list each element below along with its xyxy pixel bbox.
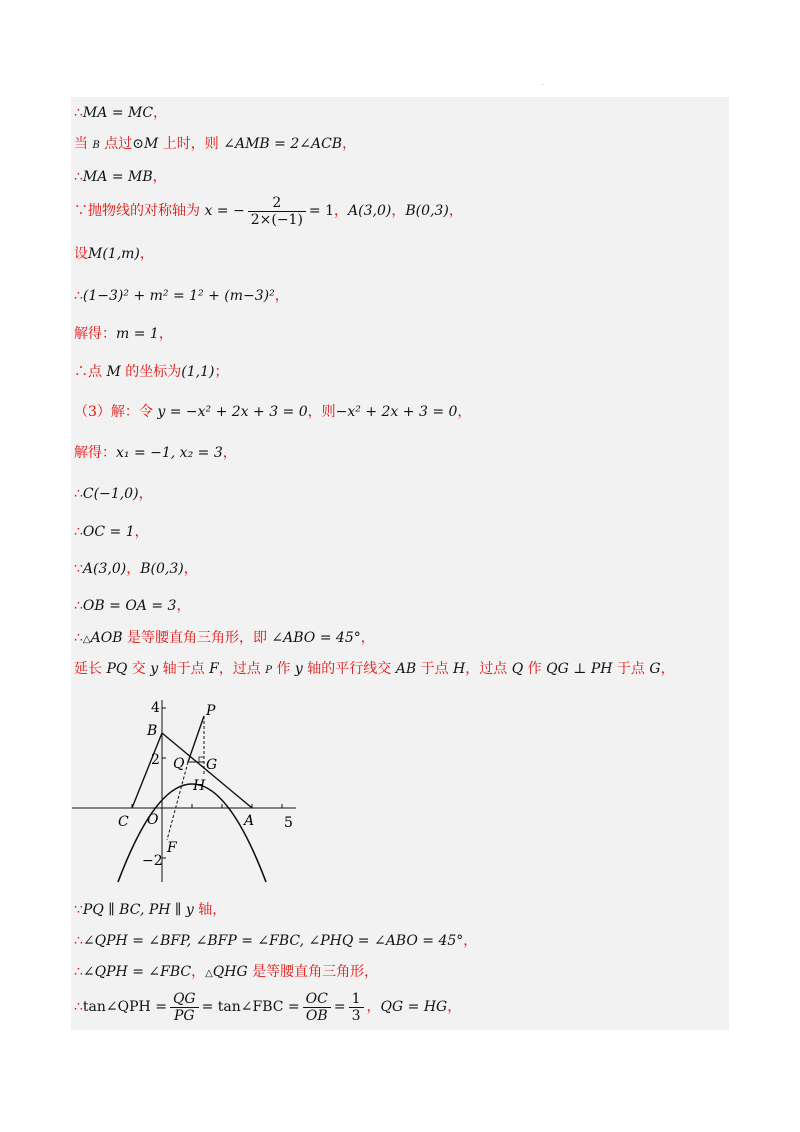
line-4: ∵抛物线的对称轴为 x = − $\frac{2}{2\times(-1)}$ = 1，A(3,0)，B(0,3)， [74,194,463,228]
segment-qf [167,762,188,840]
line-13: ∵A(3,0)，B(0,3)， [74,561,198,577]
line-17: ∵PQ ∥ BC, PH ∥ y 轴， [74,902,227,918]
tick-label-2: 2 [151,752,160,768]
fraction: $\frac{2}{2\times(-1)}$ [248,195,306,228]
line-20: ∴tan∠QPH = $\frac{QG}{PG}$ = tan∠FBC = $\frac{OC}{OB}$ = $\frac{1}{3}$ ，QG = HG， [74,990,462,1024]
fraction: $\frac{OC}{OB}$ [303,991,331,1024]
line-14: ∴OB = OA = 3， [74,598,191,614]
fraction: $\frac{QG}{PG}$ [170,991,199,1024]
line-16: 延长 PQ 交 y 轴于点 F，过点 P 作 y 轴的平行线交 AB 于点 H，过点 Q 作 QG ⊥ PH 于点 G， [74,661,675,677]
point-label-g: G [206,757,218,773]
line-15: ∴△AOB 是等腰直角三角形，即 ∠ABO = 45°， [74,630,375,646]
line-19: ∴∠QPH = ∠FBC，△QHG 是等腰直角三角形， [74,964,379,980]
segment-bc [132,733,162,808]
parabola-curve [118,784,266,882]
line-9: （3）解：令 y = −x² + 2x + 3 = 0，则−x² + 2x + 3 = 0， [74,404,472,420]
tick-label-5: 5 [284,815,293,831]
line-3: ∴MA = MB， [74,169,167,185]
point-label-h: H [193,778,206,794]
parabola-figure [72,690,302,890]
line-10: 解得：x₁ = −1, x₂ = 3， [74,445,237,461]
point-label-o: O [147,812,159,828]
header-dot: · [542,82,544,89]
tick-label-neg2: −2 [142,853,163,869]
tick-label-4: 4 [151,700,160,716]
point-label-q: Q [173,756,185,772]
line-18: ∴∠QPH = ∠BFP, ∠BFP = ∠FBC, ∠PHQ = ∠ABO = 45°， [74,933,478,949]
line-7: 解得：m = 1， [74,326,173,342]
point-label-f: F [167,840,177,856]
line-1: ∴MA = MC， [74,105,168,121]
line-12: ∴OC = 1， [74,524,149,540]
point-label-p: P [206,703,216,719]
fraction: $\frac{1}{3}$ [349,991,364,1024]
line-5: 设M(1,m)， [74,246,154,262]
point-label-b: B [147,723,158,739]
point-label-c: C [118,814,129,830]
line-2: 当 B 点过⊙M 上时，则 ∠AMB = 2∠ACB， [74,136,357,152]
right-angle-mark [199,757,204,762]
line-11: ∴C(−1,0)， [74,486,153,502]
segment-pq [188,716,204,762]
point-label-a: A [244,813,255,829]
line-8: ∴点 M 的坐标为(1,1)； [74,364,229,380]
line-6: ∴(1−3)² + m² = 1² + (m−3)²， [74,288,289,304]
